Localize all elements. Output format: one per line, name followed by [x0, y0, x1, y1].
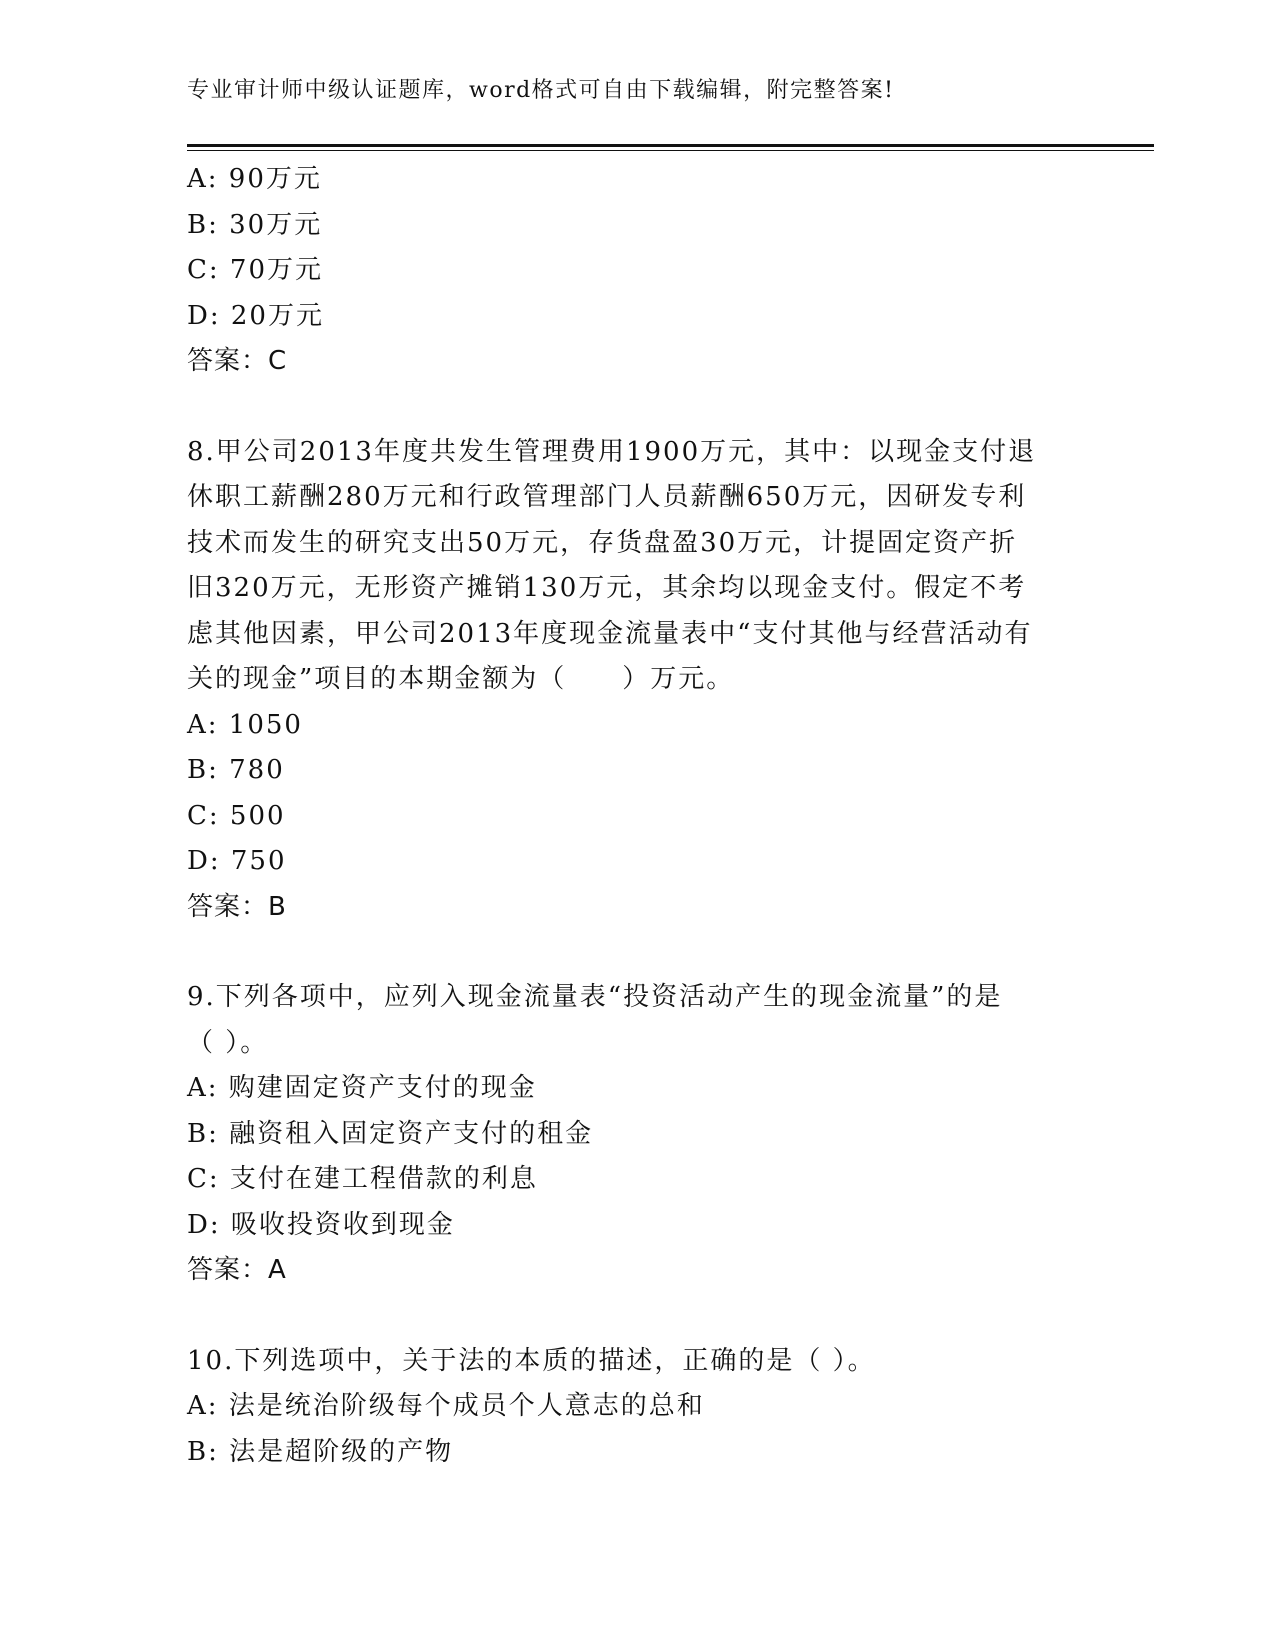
option-d: D: 20万元 — [187, 300, 324, 331]
question-text-line: 10.下列选项中，关于法的本质的描述，正确的是（ ）。 — [187, 1345, 876, 1376]
option-d: D: 吸收投资收到现金 — [187, 1209, 455, 1240]
question-text-line: 8.甲公司2013年度共发生管理费用1900万元，其中：以现金支付退 — [187, 436, 1037, 467]
question-text-line: 旧320万元，无形资产摊销130万元，其余均以现金支付。假定不考 — [187, 573, 1027, 603]
header-rule-thick — [187, 144, 1154, 147]
page-header: 专业审计师中级认证题库，word格式可自由下载编辑，附完整答案! — [187, 78, 895, 103]
answer-line: 答案：A — [187, 1255, 287, 1285]
question-content — [187, 157, 1077, 1475]
question-7-block — [187, 157, 1077, 385]
option-a: A: 1050 — [187, 709, 303, 740]
option-a: A: 法是统治阶级每个成员个人意志的总和 — [187, 1391, 705, 1421]
spacer — [187, 385, 1077, 430]
option-b: B: 780 — [187, 755, 285, 785]
question-text-line: 关的现金”项目的本期金额为（ ）万元。 — [187, 664, 735, 694]
question-10-block — [187, 1339, 1077, 1476]
spacer — [187, 1294, 1077, 1339]
spacer — [187, 930, 1077, 975]
header-rule-thin — [187, 150, 1154, 151]
option-c: C: 70万元 — [187, 255, 324, 285]
answer-line: 答案：B — [187, 891, 287, 922]
question-text-line: 虑其他因素，甲公司2013年度现金流量表中“支付其他与经营活动有 — [187, 618, 1033, 649]
question-text-line: （ ）。 — [187, 1027, 269, 1058]
option-a: A: 购建固定资产支付的现金 — [187, 1073, 537, 1103]
answer-line: 答案：C — [187, 346, 288, 376]
option-a: A: 90万元 — [187, 164, 322, 194]
option-b: B: 法是超阶级的产物 — [187, 1436, 454, 1467]
question-text-line: 休职工薪酬280万元和行政管理部门人员薪酬650万元，因研发专利 — [187, 482, 1027, 512]
option-b: B: 融资租入固定资产支付的租金 — [187, 1118, 594, 1149]
question-text-line: 9.下列各项中，应列入现金流量表“投资活动产生的现金流量”的是 — [187, 982, 1003, 1012]
option-c: C: 500 — [187, 800, 286, 831]
question-9-block — [187, 975, 1077, 1294]
question-8-block — [187, 430, 1077, 931]
question-text-line: 技术而发生的研究支出50万元，存货盘盈30万元，计提固定资产折 — [187, 527, 1018, 558]
option-d: D: 750 — [187, 846, 287, 876]
option-c: C: 支付在建工程借款的利息 — [187, 1164, 538, 1194]
option-b: B: 30万元 — [187, 209, 323, 240]
